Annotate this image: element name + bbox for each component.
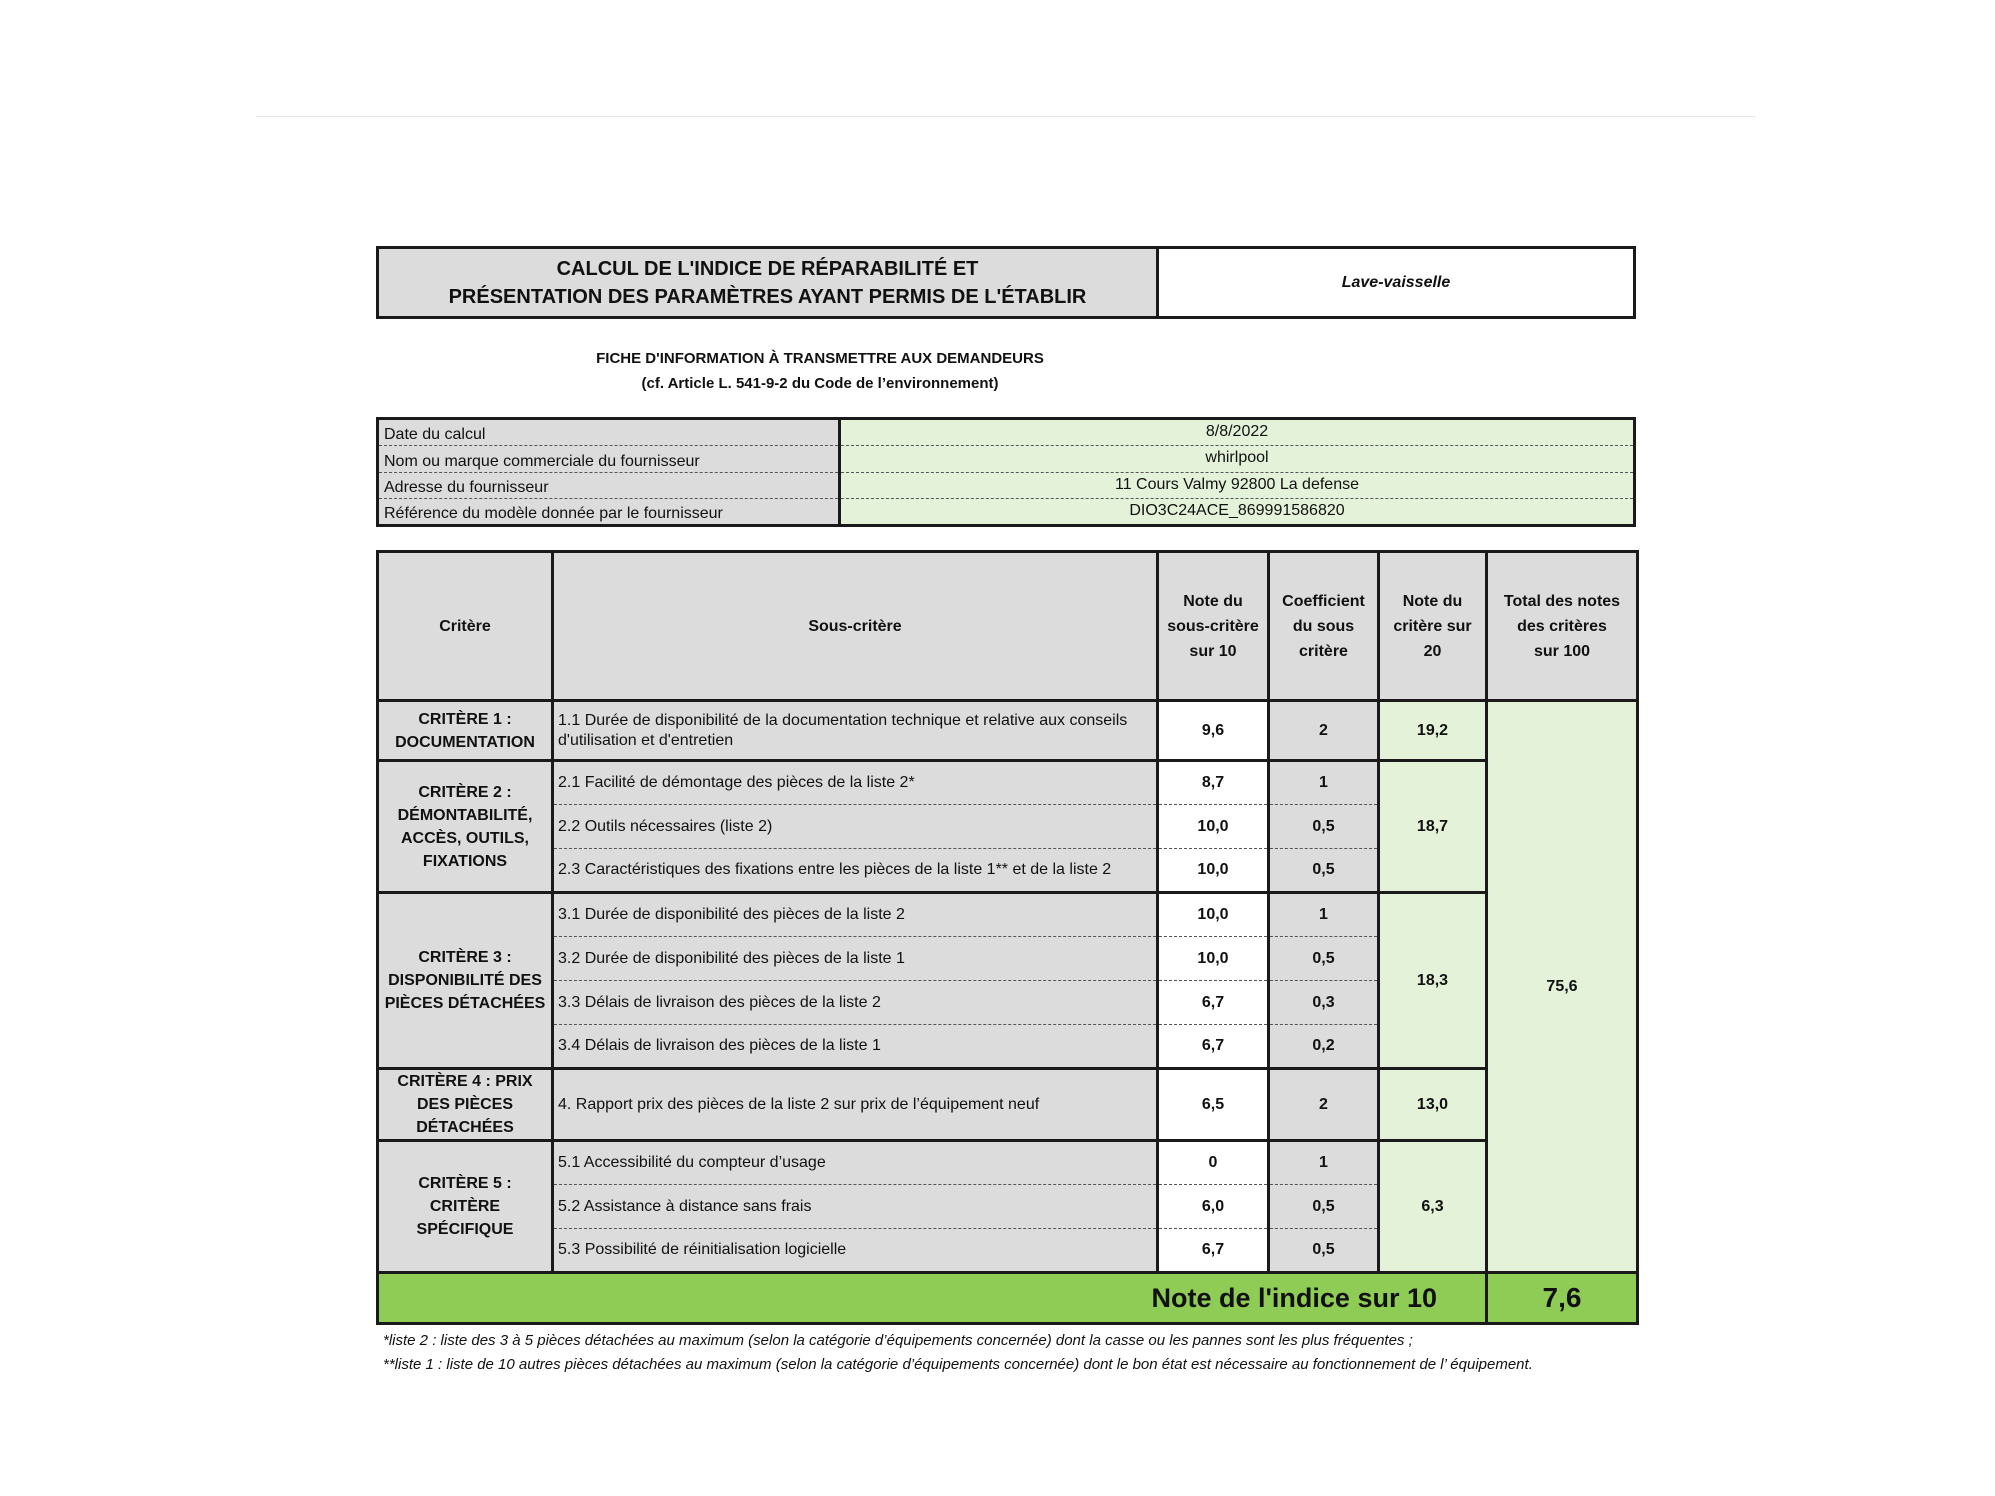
- fiche-subtitle: [376, 346, 1264, 396]
- sub-coef: 2: [1269, 1069, 1379, 1141]
- final-score-value: 7,6: [1487, 1273, 1638, 1324]
- criterion-name-line: CRITÈRE 1 :: [418, 710, 512, 728]
- sub-criterion-3-1: 3.1 Durée de disponibilité des pièces de la liste 2: [553, 893, 1158, 937]
- info-label-date: Date du calcul: [379, 420, 838, 446]
- header-line: Note du: [1183, 592, 1243, 610]
- sub-note: 8,7: [1158, 761, 1269, 805]
- footnote-liste-2: *liste 2 : liste des 3 à 5 pièces détachées au maximum (selon la catégorie d’équipements concernée) dont la casse ou les pannes sont les plus fréquentes ;: [383, 1332, 1413, 1349]
- fiche-line-2: (cf. Article L. 541-9-2 du Code de l’environnement): [641, 375, 999, 392]
- sub-note: 10,0: [1158, 937, 1269, 981]
- table-row: [378, 893, 1638, 937]
- table-row: [378, 1069, 1638, 1141]
- sub-criterion-2-3: 2.3 Caractéristiques des fixations entre les pièces de la liste 1** et de la liste 2: [553, 849, 1158, 893]
- header-line: sur 10: [1189, 642, 1237, 660]
- table-header-row: [378, 552, 1638, 701]
- top-divider: [256, 116, 1756, 117]
- criterion-name-line: DES PIÈCES: [416, 1096, 514, 1113]
- footnote-liste-1: **liste 1 : liste de 10 autres pièces détachées au maximum (selon la catégorie d’équipements concernée) dont le bon état est nécessaire au fonctionnement de l’ équipement.: [383, 1356, 1533, 1373]
- criterion-name-line: SPÉCIFIQUE: [416, 1221, 514, 1238]
- table-row: [378, 1141, 1638, 1185]
- final-score-label: Note de l'indice sur 10: [378, 1273, 1487, 1324]
- sub-note: 10,0: [1158, 849, 1269, 893]
- criterion-3-score: 18,3: [1379, 893, 1487, 1069]
- total-score-100: 75,6: [1487, 701, 1638, 1273]
- criterion-name-line: PIÈCES DÉTACHÉES: [384, 995, 546, 1012]
- info-value-brand: whirlpool: [841, 446, 1633, 472]
- header-total: [1487, 552, 1638, 701]
- sub-criterion-1-1: 1.1 Durée de disponibilité de la documentation technique et relative aux conseils d'utilisation et d'entretien: [553, 701, 1158, 761]
- header-line: des critères: [1517, 617, 1607, 635]
- criterion-name-line: DÉTACHÉES: [416, 1119, 514, 1136]
- header-sous-critere: Sous-critère: [553, 552, 1158, 701]
- sub-criterion-5-3: 5.3 Possibilité de réinitialisation logicielle: [553, 1229, 1158, 1273]
- criterion-5-name: [378, 1141, 553, 1273]
- criterion-1-name: [378, 701, 553, 761]
- sub-coef: 2: [1269, 701, 1379, 761]
- reparability-table: [376, 550, 1639, 1325]
- product-type: Lave-vaisselle: [1159, 249, 1633, 316]
- header-line: 20: [1423, 642, 1442, 660]
- table-row: [378, 701, 1638, 761]
- criterion-5-score: 6,3: [1379, 1141, 1487, 1273]
- sub-coef: 0,3: [1269, 981, 1379, 1025]
- title-line-1: CALCUL DE L'INDICE DE RÉPARABILITÉ ET: [556, 257, 979, 280]
- criterion-name-line: CRITÈRE 4 : PRIX: [397, 1073, 533, 1090]
- info-value-date: 8/8/2022: [841, 420, 1633, 446]
- table-row: [378, 761, 1638, 805]
- sub-coef: 0,5: [1269, 937, 1379, 981]
- footnotes: [383, 1329, 1643, 1377]
- fiche-line-1: FICHE D'INFORMATION À TRANSMETTRE AUX DEMANDEURS: [596, 350, 1044, 367]
- sub-note: 6,5: [1158, 1069, 1269, 1141]
- sub-note: 10,0: [1158, 805, 1269, 849]
- info-label-brand: Nom ou marque commerciale du fournisseur: [379, 446, 838, 472]
- criterion-2-name: [378, 761, 553, 893]
- criterion-name-line: ACCÈS, OUTILS,: [400, 829, 529, 847]
- sub-note: 0: [1158, 1141, 1269, 1185]
- info-value-address: 11 Cours Valmy 92800 La defense: [841, 473, 1633, 499]
- final-score-row: [378, 1273, 1638, 1324]
- criterion-2-score: 18,7: [1379, 761, 1487, 893]
- criterion-name-line: DISPONIBILITÉ DES: [388, 972, 542, 989]
- header-line: Total des notes: [1503, 592, 1621, 610]
- criterion-name-line: DOCUMENTATION: [395, 733, 535, 751]
- sub-coef: 0,5: [1269, 805, 1379, 849]
- sub-coef: 1: [1269, 893, 1379, 937]
- criterion-name-line: FIXATIONS: [422, 852, 508, 870]
- criterion-name-line: DÉMONTABILITÉ,: [397, 806, 533, 824]
- sub-criterion-3-2: 3.2 Durée de disponibilité des pièces de la liste 1: [553, 937, 1158, 981]
- sub-note: 9,6: [1158, 701, 1269, 761]
- sub-coef: 0,2: [1269, 1025, 1379, 1069]
- header-note-sous-critere: [1158, 552, 1269, 701]
- header-critere: Critère: [378, 552, 553, 701]
- sub-note: 10,0: [1158, 893, 1269, 937]
- criterion-4-score: 13,0: [1379, 1069, 1487, 1141]
- sub-note: 6,0: [1158, 1185, 1269, 1229]
- document-title: [379, 249, 1159, 316]
- header-line: critère: [1299, 642, 1348, 660]
- sub-criterion-2-1: 2.1 Facilité de démontage des pièces de la liste 2*: [553, 761, 1158, 805]
- sub-note: 6,7: [1158, 981, 1269, 1025]
- sub-criterion-2-2: 2.2 Outils nécessaires (liste 2): [553, 805, 1158, 849]
- sub-coef: 0,5: [1269, 849, 1379, 893]
- sub-criterion-3-4: 3.4 Délais de livraison des pièces de la liste 1: [553, 1025, 1158, 1069]
- sub-criterion-3-3: 3.3 Délais de livraison des pièces de la liste 2: [553, 981, 1158, 1025]
- criterion-name-line: CRITÈRE 5 : CRITÈRE: [418, 1175, 512, 1215]
- document-header: [376, 246, 1636, 319]
- sub-coef: 1: [1269, 1141, 1379, 1185]
- header-coefficient: [1269, 552, 1379, 701]
- supplier-info-table: [376, 417, 1636, 527]
- info-labels: [379, 420, 841, 524]
- criterion-name-line: CRITÈRE 2 :: [418, 783, 512, 801]
- sub-coef: 1: [1269, 761, 1379, 805]
- sub-note: 6,7: [1158, 1229, 1269, 1273]
- sub-criterion-5-2: 5.2 Assistance à distance sans frais: [553, 1185, 1158, 1229]
- criterion-1-score: 19,2: [1379, 701, 1487, 761]
- criterion-4-name: [378, 1069, 553, 1141]
- header-line: Coefficient: [1282, 592, 1365, 610]
- info-value-model: DIO3C24ACE_869991586820: [1129, 501, 1345, 519]
- header-line: critère sur: [1393, 617, 1472, 635]
- info-label-address: Adresse du fournisseur: [379, 473, 838, 499]
- info-label-model: Référence du modèle donnée par le fournisseur: [384, 505, 723, 522]
- sub-coef: 0,5: [1269, 1185, 1379, 1229]
- info-values: [841, 420, 1633, 524]
- criterion-name-line: CRITÈRE 3 :: [418, 949, 512, 966]
- sub-coef: 0,5: [1269, 1229, 1379, 1273]
- header-line: Note du: [1402, 592, 1463, 610]
- header-line: sous-critère: [1167, 617, 1259, 635]
- criterion-3-name: [378, 893, 553, 1069]
- header-line: du sous: [1292, 617, 1355, 635]
- sub-criterion-4: 4. Rapport prix des pièces de la liste 2 sur prix de l’équipement neuf: [553, 1069, 1158, 1141]
- title-line-2: PRÉSENTATION DES PARAMÈTRES AYANT PERMIS DE L'ÉTABLIR: [448, 285, 1087, 308]
- header-note-critere: [1379, 552, 1487, 701]
- sub-note: 6,7: [1158, 1025, 1269, 1069]
- sub-criterion-5-1: 5.1 Accessibilité du compteur d’usage: [553, 1141, 1158, 1185]
- header-line: sur 100: [1533, 642, 1591, 660]
